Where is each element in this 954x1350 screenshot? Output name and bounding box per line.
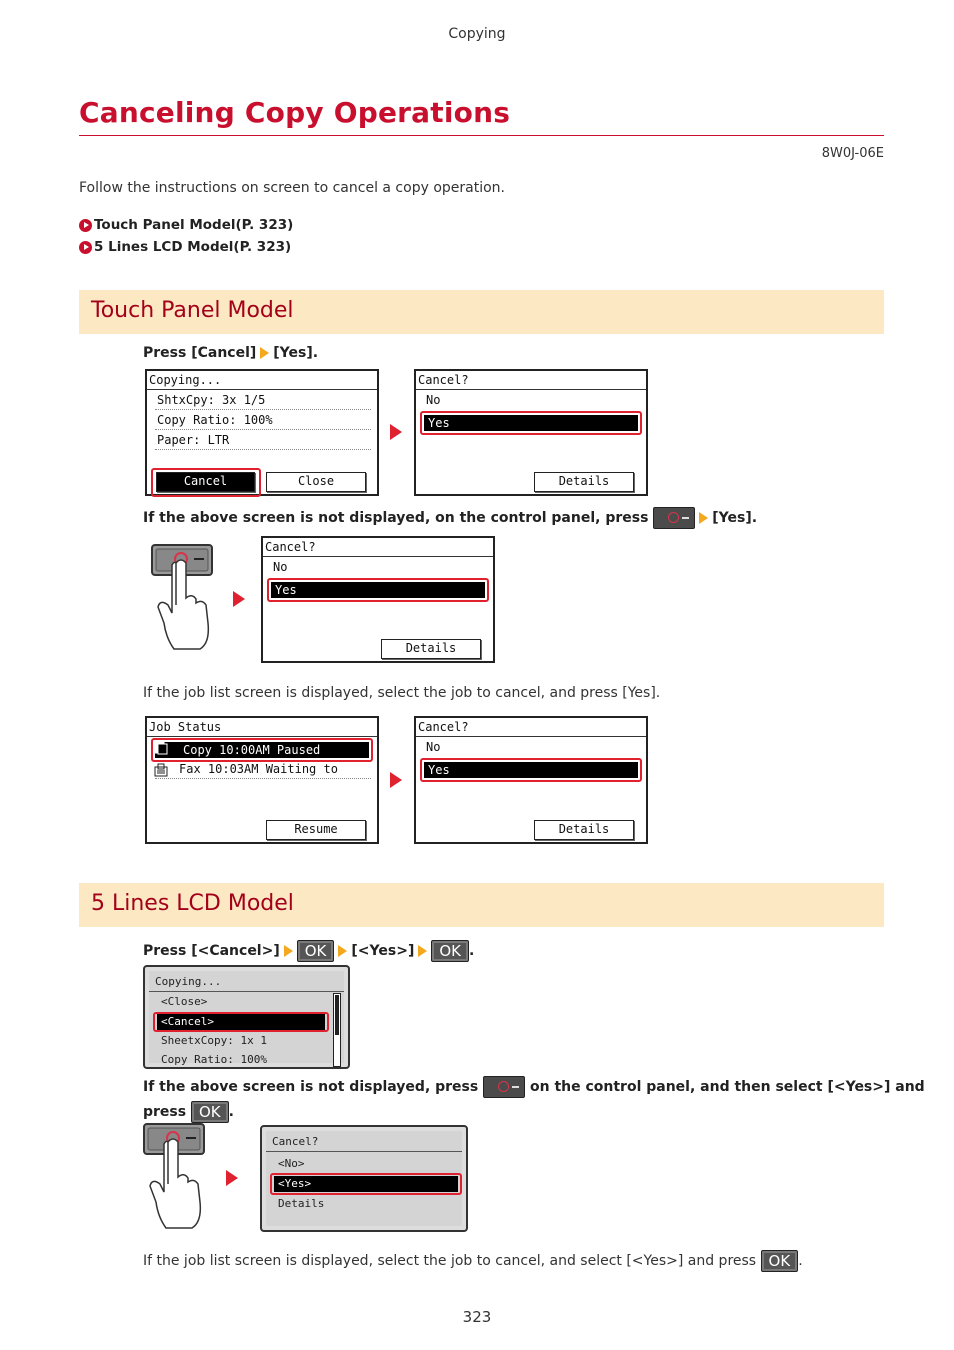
details-button[interactable]: Details (534, 472, 634, 492)
close-button[interactable]: Close (266, 472, 366, 492)
option-no[interactable]: No (273, 560, 288, 574)
screen-title: Cancel? (263, 538, 493, 557)
screen-title: Cancel? (272, 1135, 319, 1148)
flow-arrow-icon (390, 772, 402, 788)
note-lcd-stop-key-cont: press OK . (143, 1103, 234, 1121)
page-number: 323 (462, 1308, 492, 1326)
section-heading-5-lines-lcd (79, 883, 884, 927)
intro-text: Follow the instructions on screen to cancel a copy operation. (79, 180, 505, 196)
option-no[interactable]: No (426, 740, 441, 754)
details-button[interactable]: Details (534, 820, 634, 840)
job-row[interactable]: Fax 10:03AM Waiting to (155, 760, 371, 779)
section-heading-touch-panel (79, 290, 884, 334)
copying-screen (145, 369, 379, 496)
note-stop-key: If the above screen is not displayed, on the control panel, press [Yes]. (143, 507, 757, 529)
cancel-confirm-screen (261, 536, 495, 663)
lcd-cancel-confirm-screen (260, 1125, 468, 1232)
copy-job-icon (154, 741, 168, 755)
cancel-button[interactable]: Cancel (156, 472, 255, 492)
scrollbar[interactable] (333, 993, 341, 1067)
link-label: Touch Panel Model(P. 323) (94, 217, 294, 233)
flow-arrow-icon (233, 591, 245, 607)
menu-yes-selected[interactable]: <Yes> (274, 1176, 458, 1192)
document-id: 8W0J-06E (821, 146, 884, 161)
lcd-copying-screen (143, 965, 350, 1069)
screen-row: SheetxCopy: 1x 1 (161, 1034, 267, 1047)
step-touch-cancel: Press [Cancel] [Yes]. (143, 345, 319, 361)
screen-row: Copy Ratio: 100% (161, 1053, 267, 1066)
stop-key-icon (653, 507, 695, 529)
flow-arrow-icon (390, 424, 402, 440)
menu-cancel-selected[interactable]: <Cancel> (157, 1014, 325, 1030)
section-title: Touch Panel Model (91, 298, 294, 323)
option-yes-selected[interactable]: Yes (420, 411, 642, 435)
link-touch-panel[interactable] (79, 217, 293, 233)
link-arrow-icon (79, 241, 92, 254)
screen-title: Copying... (147, 371, 377, 390)
option-yes-selected[interactable]: Yes (267, 578, 489, 602)
next-arrow-icon (418, 945, 427, 957)
flow-arrow-icon (226, 1170, 238, 1186)
note-lcd-stop-key: If the above screen is not displayed, press on the control panel, and then select [<Yes>] and (143, 1076, 925, 1098)
section-title: 5 Lines LCD Model (91, 891, 294, 916)
option-no[interactable]: No (426, 393, 441, 407)
link-5-lines-lcd[interactable] (79, 239, 291, 255)
details-button[interactable]: Details (381, 639, 481, 659)
step-lcd-cancel: Press [<Cancel>] OK [<Yes>] OK . (143, 942, 475, 960)
ok-key-icon: OK (761, 1250, 799, 1272)
screen-title: Job Status (147, 718, 377, 737)
stop-key-icon (483, 1076, 525, 1098)
next-arrow-icon (699, 512, 708, 524)
page-title: Canceling Copy Operations (79, 96, 511, 129)
option-yes-selected[interactable]: Yes (420, 758, 642, 782)
note-lcd-job-list: If the job list screen is displayed, select the job to cancel, and select [<Yes>] and press OK . (143, 1252, 803, 1270)
ok-key-icon: OK (191, 1101, 229, 1123)
screen-row: Paper: LTR (155, 431, 371, 450)
link-label: 5 Lines LCD Model(P. 323) (94, 239, 292, 255)
ok-key-icon: OK (431, 940, 469, 962)
cancel-confirm-screen (414, 716, 648, 844)
stop-key-press-illustration (150, 543, 220, 653)
screen-row: ShtxCpy: 3x 1/5 (155, 391, 371, 410)
stop-key-press-illustration (142, 1122, 212, 1232)
fax-job-icon (154, 763, 168, 777)
link-arrow-icon (79, 219, 92, 232)
job-status-screen (145, 716, 379, 844)
note-job-list: If the job list screen is displayed, select the job to cancel, and press [Yes]. (143, 685, 661, 701)
cancel-confirm-screen (414, 369, 648, 496)
screen-row: Copy Ratio: 100% (155, 411, 371, 430)
job-row-selected[interactable]: Copy 10:00AM Paused (151, 738, 373, 762)
screen-title: Cancel? (416, 718, 646, 737)
next-arrow-icon (284, 945, 293, 957)
title-rule (79, 135, 884, 136)
next-arrow-icon (260, 347, 269, 359)
next-arrow-icon (338, 945, 347, 957)
running-header: Copying (448, 26, 506, 42)
menu-close[interactable]: <Close> (161, 995, 208, 1008)
menu-details[interactable]: Details (278, 1197, 325, 1210)
resume-button[interactable]: Resume (266, 820, 366, 840)
ok-key-icon: OK (297, 940, 335, 962)
screen-title: Copying... (155, 975, 222, 988)
screen-title: Cancel? (416, 371, 646, 390)
menu-no[interactable]: <No> (278, 1157, 305, 1170)
